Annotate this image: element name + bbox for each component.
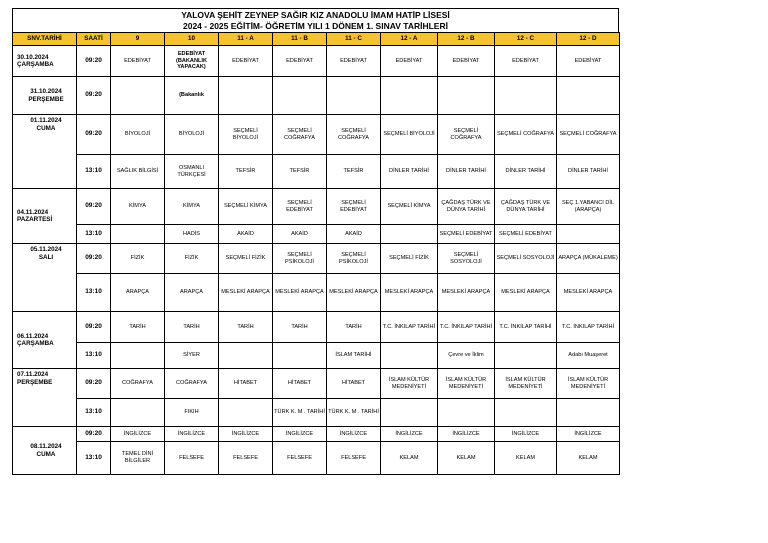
exam-date: 04.11.2024 [17, 208, 49, 216]
exam-day: ÇARŞAMBA [17, 340, 54, 347]
exam-subject-12b [438, 399, 495, 427]
exam-date: 31.10.2024 [30, 88, 62, 95]
exam-subject-11b: SEÇMELİ EDEBİYAT [273, 189, 327, 225]
exam-subject-9: İNGİLİZCE [111, 427, 165, 442]
exam-subject-10: HADİS [165, 225, 219, 244]
exam-subject-12c: MESLEKİ ARAPÇA [495, 274, 557, 312]
exam-time: 13:10 [77, 442, 111, 475]
exam-subject-10: (Bakanlık [165, 77, 219, 115]
exam-date-cell [13, 189, 77, 244]
exam-subject-12d [557, 399, 620, 427]
exam-day: CUMA [36, 124, 56, 132]
exam-time: 09:20 [77, 244, 111, 274]
schedule-row [13, 155, 620, 189]
exam-subject-11b: SEÇMELİ COĞRAFYA [273, 115, 327, 155]
exam-subject-11b: İNGİLİZCE [273, 427, 327, 442]
exam-subject-9: TEMEL DİNİ BİLGİLER [111, 442, 165, 475]
exam-subject-12c [495, 343, 557, 369]
schedule-row [13, 46, 620, 77]
exam-subject-11c [327, 77, 381, 115]
exam-subject-12c: DİNLER TARİHİ [495, 155, 557, 189]
exam-subject-12a: SEÇMELİ BİYOLOJİ [381, 115, 438, 155]
exam-subject-11a: HİTABET [219, 369, 273, 399]
exam-subject-12c: SEÇMELİ SOSYOLOJİ [495, 244, 557, 274]
schedule-row [13, 189, 620, 225]
exam-subject-11b: TEFSİR [273, 155, 327, 189]
exam-time: 09:20 [77, 77, 111, 115]
exam-subject-9: SAĞLIK BİLGİSİ [111, 155, 165, 189]
exam-subject-12d: KELAM [557, 442, 620, 475]
exam-subject-12c [495, 399, 557, 427]
exam-subject-11a: TEFSİR [219, 155, 273, 189]
exam-date: 06.11.2024 [17, 332, 49, 340]
exam-subject-10: KİMYA [165, 189, 219, 225]
exam-subject-10: SİYER [165, 343, 219, 369]
exam-date-cell [13, 427, 77, 475]
exam-subject-12d: DİNLER TARİHİ [557, 155, 620, 189]
exam-subject-10: TARİH [165, 312, 219, 343]
exam-subject-11c: İSLAM TARİHİ [327, 343, 381, 369]
exam-subject-11c: EDEBİYAT [327, 46, 381, 77]
exam-subject-12d: İSLAM KÜLTÜR MEDENİYETİ [557, 369, 620, 399]
exam-subject-9: COĞRAFYA [111, 369, 165, 399]
exam-subject-12c: T.C. İNKILAP TARİHİ [495, 312, 557, 343]
header-row [13, 33, 620, 46]
exam-time: 09:20 [77, 189, 111, 225]
school-name: YALOVA ŞEHİT ZEYNEP SAĞIR KIZ ANADOLU İMAM HATİP LİSESİ [181, 10, 450, 20]
exam-subject-11a: MESLEKİ ARAPÇA [219, 274, 273, 312]
header-time: SAATİ [77, 33, 111, 46]
exam-subject-12a [381, 77, 438, 115]
exam-subject-10: OSMANLI TÜRKÇESİ [165, 155, 219, 189]
exam-subject-9: BİYOLOJİ [111, 115, 165, 155]
header-class-11a: 11 - A [219, 33, 273, 46]
exam-subject-12d [557, 225, 620, 244]
exam-subject-12d: SEÇMELİ COĞRAFYA [557, 115, 620, 155]
schedule-body [13, 46, 620, 475]
exam-subject-12d: MESLEKİ ARAPÇA [557, 274, 620, 312]
exam-date-cell [13, 77, 77, 115]
exam-subject-11a: AKAİD [219, 225, 273, 244]
exam-subject-9 [111, 343, 165, 369]
exam-subject-11b: FELSEFE [273, 442, 327, 475]
exam-subject-11b: AKAİD [273, 225, 327, 244]
exam-subject-12d: İNGİLİZCE [557, 427, 620, 442]
exam-subject-12b: İNGİLİZCE [438, 427, 495, 442]
exam-time: 09:20 [77, 312, 111, 343]
exam-date: 30.10.2024 [17, 53, 49, 61]
exam-date: 07.11.2024 [17, 371, 49, 378]
exam-subject-12d [557, 77, 620, 115]
header-class-11b: 11 - B [273, 33, 327, 46]
exam-time: 09:20 [77, 369, 111, 399]
exam-subject-12a: SEÇMELİ FİZİK [381, 244, 438, 274]
exam-subject-12a: T.C. İNKILAP TARİHİ [381, 312, 438, 343]
exam-subject-11c: İNGİLİZCE [327, 427, 381, 442]
exam-subject-12b: KELAM [438, 442, 495, 475]
exam-subject-12a: DİNLER TARİHİ [381, 155, 438, 189]
schedule-row [13, 115, 620, 155]
exam-subject-12d: T.C. İNKILAP TARİHİ [557, 312, 620, 343]
exam-subject-12b: EDEBİYAT [438, 46, 495, 77]
exam-subject-10: ARAPÇA [165, 274, 219, 312]
exam-subject-9: FİZİK [111, 244, 165, 274]
exam-subject-12b: ÇAĞDAŞ TÜRK VE DÜNYA TARİHİ [438, 189, 495, 225]
exam-subject-12c: SEÇMELİ COĞRAFYA [495, 115, 557, 155]
exam-subject-11b: SEÇMELİ PSİKOLOJİ [273, 244, 327, 274]
exam-subject-9 [111, 225, 165, 244]
exam-subject-10: İNGİLİZCE [165, 427, 219, 442]
exam-date: 01.11.2024 [30, 117, 62, 124]
exam-subject-12b: T.C. İNKILAP TARİHİ [438, 312, 495, 343]
exam-date-cell [13, 369, 77, 427]
exam-subject-12c: İSLAM KÜLTÜR MEDENİYETİ [495, 369, 557, 399]
exam-subject-12c: İNGİLİZCE [495, 427, 557, 442]
exam-date-cell [13, 244, 77, 312]
exam-subject-12c: ÇAĞDAŞ TÜRK VE DÜNYA TARİHİ [495, 189, 557, 225]
exam-subject-12d: Adabı Muaşeret [557, 343, 620, 369]
exam-subject-11b: TARİH [273, 312, 327, 343]
exam-subject-12a: İSLAM KÜLTÜR MEDENİYETİ [381, 369, 438, 399]
header-class-12c: 12 - C [495, 33, 557, 46]
schedule-row [13, 244, 620, 274]
exam-subject-9: KİMYA [111, 189, 165, 225]
header-class-12d: 12 - D [557, 33, 620, 46]
exam-subject-10: BİYOLOJİ [165, 115, 219, 155]
document-title [12, 8, 619, 32]
exam-time: 13:10 [77, 399, 111, 427]
schedule-row [13, 77, 620, 115]
exam-date-cell [13, 115, 77, 189]
exam-time: 09:20 [77, 427, 111, 442]
exam-subject-12b: İSLAM KÜLTÜR MEDENİYETİ [438, 369, 495, 399]
exam-subject-11c: MESLEKİ ARAPÇA [327, 274, 381, 312]
exam-time: 13:10 [77, 274, 111, 312]
exam-subject-9 [111, 77, 165, 115]
exam-subject-11c: TEFSİR [327, 155, 381, 189]
exam-subject-12d: SEÇ 1.YABANCI DİL (ARAPÇA) [557, 189, 620, 225]
exam-subject-11b: TÜRK K. M . TARİHİ [273, 399, 327, 427]
exam-subject-11c: SEÇMELİ EDEBİYAT [327, 189, 381, 225]
header-class-9: 9 [111, 33, 165, 46]
exam-subject-12c: SEÇMELİ EDEBİYAT [495, 225, 557, 244]
exam-subject-9: TARİH [111, 312, 165, 343]
exam-time: 13:10 [77, 155, 111, 189]
exam-subject-12b: SEÇMELİ SOSYOLOJİ [438, 244, 495, 274]
schedule-row [13, 427, 620, 442]
exam-date-cell [13, 312, 77, 369]
exam-subject-11c: TÜRK K. M . TARİHİ [327, 399, 381, 427]
exam-subject-12a: KELAM [381, 442, 438, 475]
exam-subject-10: COĞRAFYA [165, 369, 219, 399]
schedule-row [13, 369, 620, 399]
schedule-row [13, 274, 620, 312]
exam-time: 09:20 [77, 46, 111, 77]
exam-day: PERŞEMBE [28, 95, 64, 103]
exam-subject-10: FİZİK [165, 244, 219, 274]
header-class-10: 10 [165, 33, 219, 46]
exam-subject-12a [381, 225, 438, 244]
exam-subject-11a [219, 399, 273, 427]
exam-subject-10: FELSEFE [165, 442, 219, 475]
exam-time: 13:10 [77, 343, 111, 369]
exam-subject-12a [381, 343, 438, 369]
exam-time: 09:20 [77, 115, 111, 155]
exam-subject-11a: SEÇMELİ KİMYA [219, 189, 273, 225]
exam-day: CUMA [36, 450, 56, 458]
exam-subject-10: EDEBİYAT (BAKANLIK YAPACAK) [165, 46, 219, 77]
exam-date: 08.11.2024 [30, 443, 62, 450]
exam-subject-11a: SEÇMELİ FİZİK [219, 244, 273, 274]
exam-subject-12b: DİNLER TARİHİ [438, 155, 495, 189]
exam-subject-12a: İNGİLİZCE [381, 427, 438, 442]
exam-schedule-sheet [12, 8, 619, 475]
exam-date-cell [13, 46, 77, 77]
exam-subject-12c [495, 77, 557, 115]
exam-subject-12a: MESLEKİ ARAPÇA [381, 274, 438, 312]
exam-date: 05.11.2024 [30, 246, 62, 253]
exam-subject-12b: Çevre ve İklim [438, 343, 495, 369]
exam-subject-12b: SEÇMELİ COĞRAFYA [438, 115, 495, 155]
schedule-row [13, 225, 620, 244]
schedule-row [13, 343, 620, 369]
exam-subject-12b [438, 77, 495, 115]
exam-subject-12b: SEÇMELİ EDEBİYAT [438, 225, 495, 244]
exam-subject-12b: MESLEKİ ARAPÇA [438, 274, 495, 312]
exam-subject-11c: SEÇMELİ COĞRAFYA [327, 115, 381, 155]
exam-subject-11c: HİTABET [327, 369, 381, 399]
schedule-row [13, 442, 620, 475]
exam-subject-9: EDEBİYAT [111, 46, 165, 77]
exam-subject-11c: AKAİD [327, 225, 381, 244]
header-date: SNV.TARİHİ [13, 33, 77, 46]
exam-subject-12a [381, 399, 438, 427]
schedule-row [13, 312, 620, 343]
exam-subject-11c: TARİH [327, 312, 381, 343]
exam-subject-11b [273, 77, 327, 115]
exam-subject-12a: SEÇMELİ KİMYA [381, 189, 438, 225]
exam-day: SALI [38, 253, 54, 261]
exam-subject-12c: EDEBİYAT [495, 46, 557, 77]
exam-subject-11c: FELSEFE [327, 442, 381, 475]
exam-subject-11a: FELSEFE [219, 442, 273, 475]
exam-subject-11a: İNGİLİZCE [219, 427, 273, 442]
exam-subject-11a: SEÇMELİ BİYOLOJİ [219, 115, 273, 155]
schedule-row [13, 399, 620, 427]
exam-subject-11b: MESLEKİ ARAPÇA [273, 274, 327, 312]
header-class-12b: 12 - B [438, 33, 495, 46]
exam-schedule-table [12, 32, 620, 475]
exam-subject-11c: SEÇMELİ PSİKOLOJİ [327, 244, 381, 274]
schedule-title: 2024 - 2025 EĞİTİM- ÖĞRETİM YILI 1 DÖNEM 1. SINAV TARİHLERİ [183, 21, 448, 31]
exam-subject-12d: EDEBİYAT [557, 46, 620, 77]
exam-subject-11b: HİTABET [273, 369, 327, 399]
exam-subject-11a: EDEBİYAT [219, 46, 273, 77]
exam-subject-9 [111, 399, 165, 427]
header-class-12a: 12 - A [381, 33, 438, 46]
exam-day: PAZARTESİ [17, 216, 53, 223]
exam-subject-12c: KELAM [495, 442, 557, 475]
exam-subject-11a [219, 343, 273, 369]
exam-subject-10: FIKIH [165, 399, 219, 427]
exam-subject-11a: TARİH [219, 312, 273, 343]
exam-subject-12d: ARAPÇA (MÜKALEME) [557, 244, 620, 274]
exam-subject-11b: EDEBİYAT [273, 46, 327, 77]
header-class-11c: 11 - C [327, 33, 381, 46]
exam-time: 13:10 [77, 225, 111, 244]
exam-day: PERŞEMBE [17, 378, 53, 386]
exam-subject-11a [219, 77, 273, 115]
exam-subject-11b [273, 343, 327, 369]
exam-subject-12a: EDEBİYAT [381, 46, 438, 77]
exam-subject-9: ARAPÇA [111, 274, 165, 312]
exam-day: ÇARŞAMBA [17, 61, 54, 68]
